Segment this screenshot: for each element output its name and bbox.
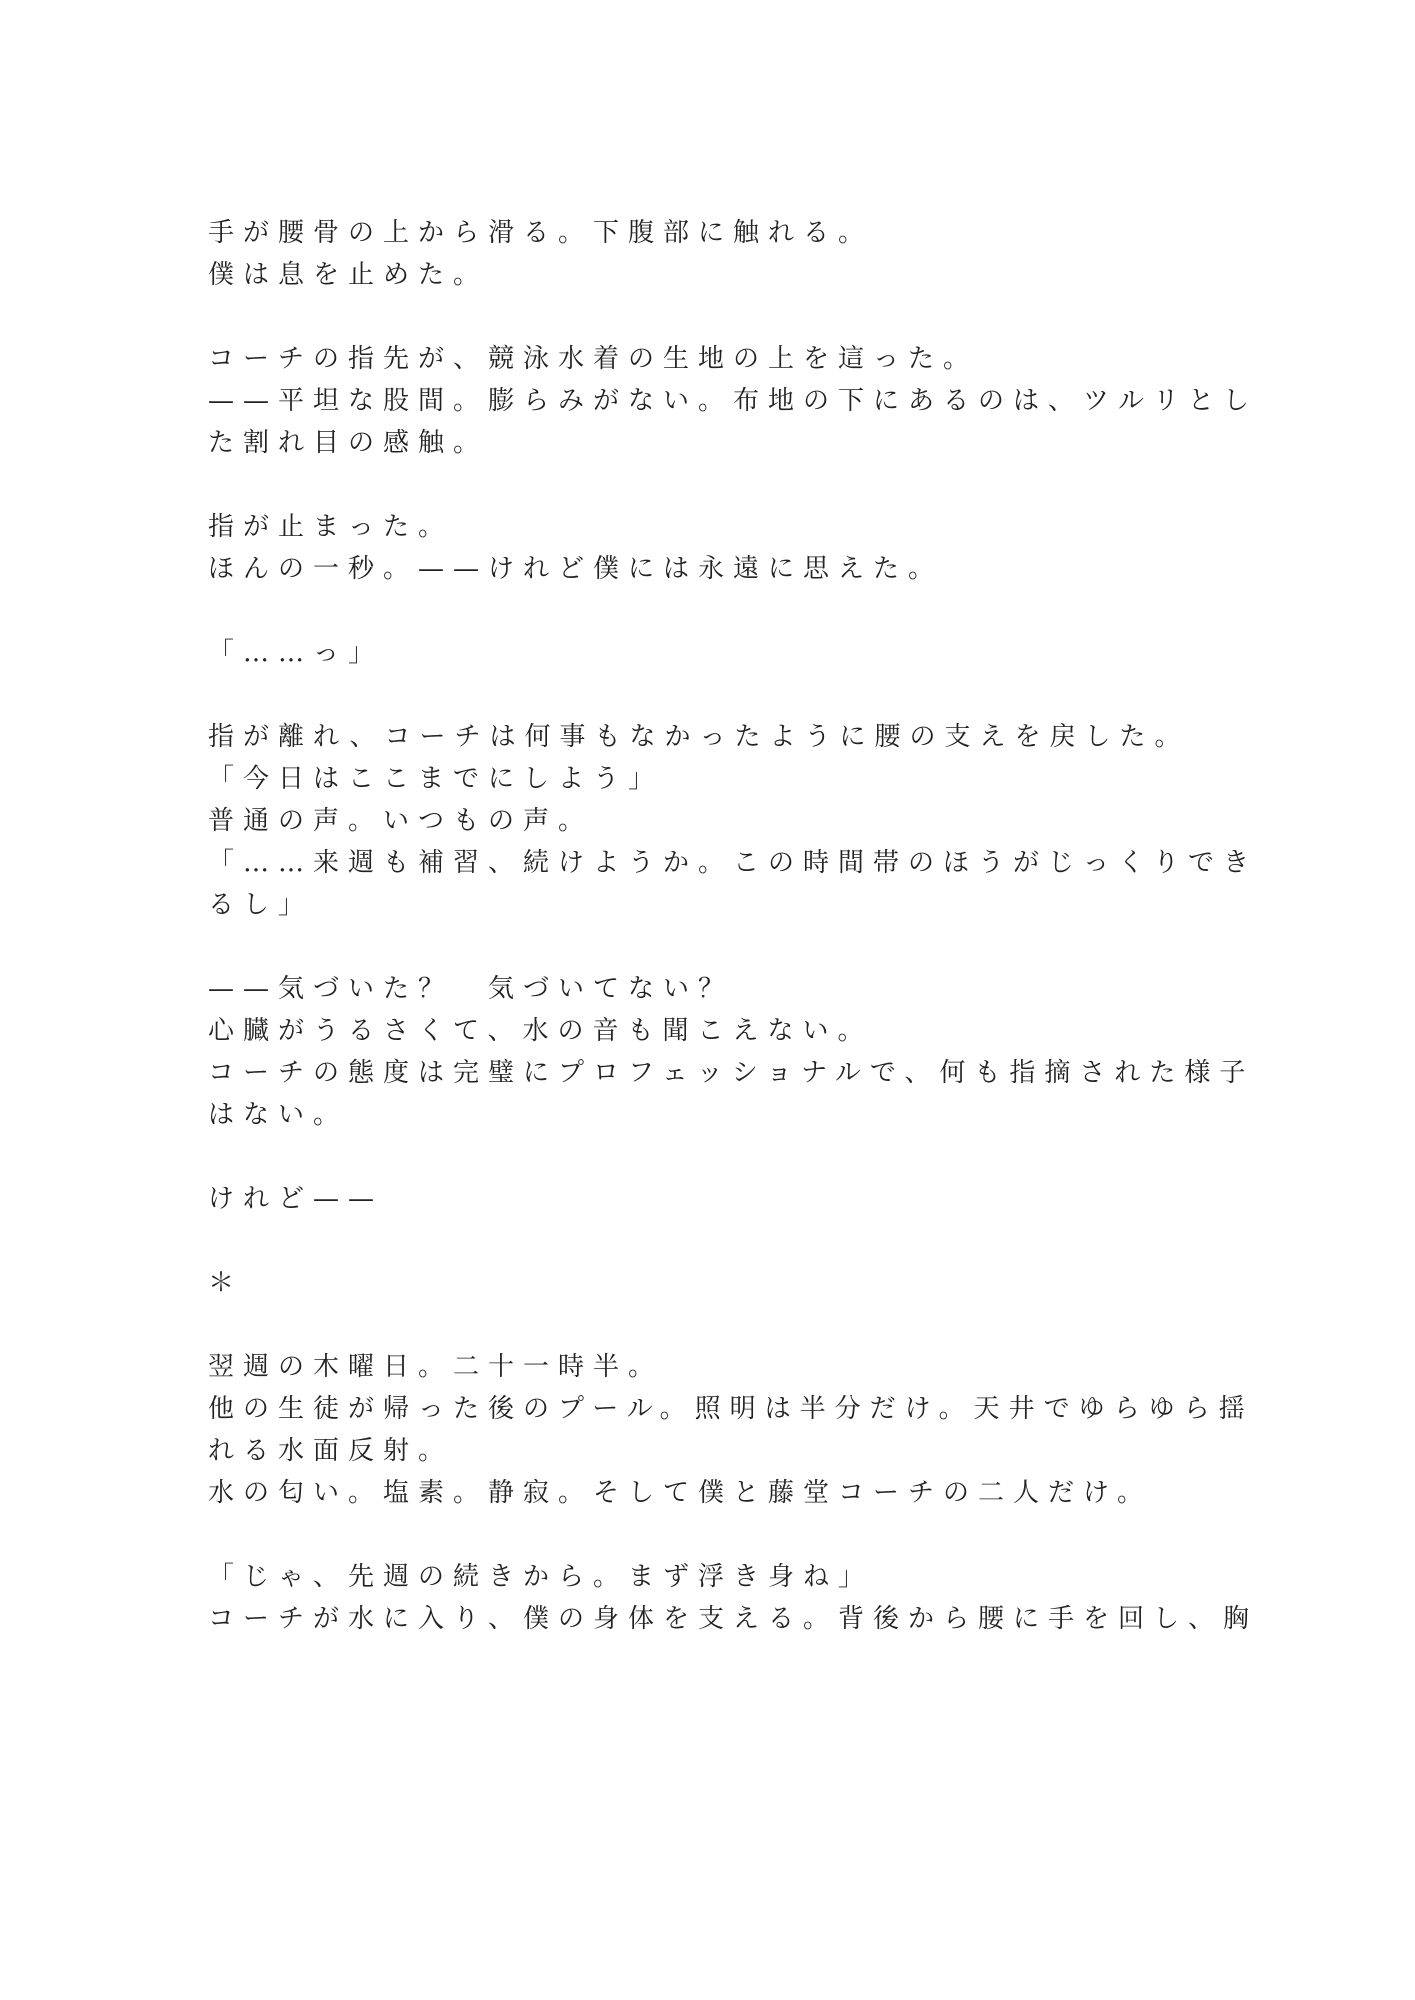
text-line: はない。 bbox=[208, 1100, 349, 1130]
text-line: ——気づいた？ 気づいてない？ bbox=[208, 974, 734, 1004]
text-line: 僕は息を止めた。 bbox=[208, 260, 489, 290]
section-break: ＊ bbox=[208, 1268, 244, 1298]
text-line: 翌週の木曜日。二十一時半。 bbox=[208, 1352, 664, 1382]
text-line: 「……っ」 bbox=[208, 638, 384, 668]
blank-line bbox=[208, 590, 1208, 632]
blank-line bbox=[208, 1304, 1208, 1346]
text-line: 「今日はここまでにしよう」 bbox=[208, 764, 664, 794]
blank-line bbox=[208, 1136, 1208, 1178]
text-line: ほんの一秒。——けれど僕には永遠に思えた。 bbox=[208, 554, 944, 584]
blank-line bbox=[208, 1220, 1208, 1262]
blank-line bbox=[208, 464, 1208, 506]
blank-line bbox=[208, 674, 1208, 716]
text-line: コーチの態度は完璧にプロフェッショナルで、何も指摘された様子 bbox=[208, 1058, 1255, 1088]
text-line: けれど—— bbox=[208, 1184, 384, 1214]
text-line: 心臓がうるさくて、水の音も聞こえない。 bbox=[208, 1016, 873, 1046]
blank-line bbox=[208, 296, 1208, 338]
body-text bbox=[208, 212, 1259, 1640]
text-line: た割れ目の感触。 bbox=[208, 428, 489, 458]
text-line: 普通の声。いつもの声。 bbox=[208, 806, 594, 836]
text-line: れる水面反射。 bbox=[208, 1436, 454, 1466]
text-line: 指が離れ、コーチは何事もなかったように腰の支えを戻した。 bbox=[208, 722, 1190, 752]
text-line: るし」 bbox=[208, 890, 314, 920]
text-line: 水の匂い。塩素。静寂。そして僕と藤堂コーチの二人だけ。 bbox=[208, 1478, 1152, 1508]
text-line: 指が止まった。 bbox=[208, 512, 454, 542]
text-line: 手が腰骨の上から滑る。下腹部に触れる。 bbox=[208, 218, 874, 248]
text-line: コーチが水に入り、僕の身体を支える。背後から腰に手を回し、胸 bbox=[208, 1604, 1259, 1634]
blank-line bbox=[208, 1514, 1208, 1556]
text-line: 「じゃ、先週の続きから。まず浮き身ね」 bbox=[208, 1562, 874, 1592]
text-line: ——平坦な股間。膨らみがない。布地の下にあるのは、ツルリとし bbox=[208, 386, 1259, 416]
text-line: 「……来週も補習、続けようか。この時間帯のほうがじっくりでき bbox=[208, 848, 1259, 878]
text-line: 他の生徒が帰った後のプール。照明は半分だけ。天井でゆらゆら揺 bbox=[208, 1394, 1254, 1424]
blank-line bbox=[208, 926, 1208, 968]
text-line: コーチの指先が、競泳水着の生地の上を這った。 bbox=[208, 344, 979, 374]
